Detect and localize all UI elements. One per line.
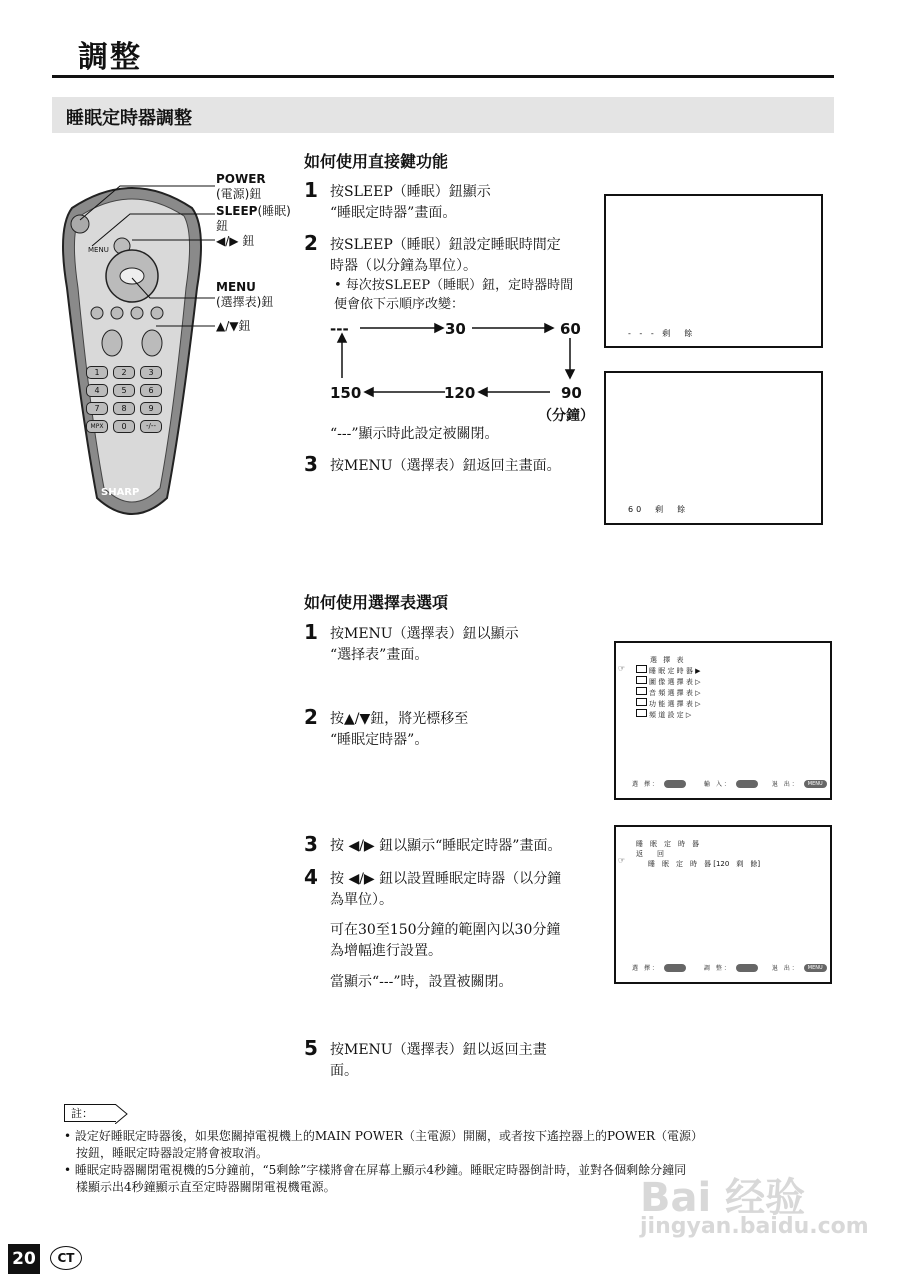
- menu-step-4-off-note: 當顯示“---”時，設置被關閉。: [330, 974, 513, 990]
- submenu-line-title: 睡 眠 定 時 器: [636, 840, 699, 848]
- direct-key-heading: 如何使用直接鍵功能: [304, 152, 449, 171]
- menu-item: 圖 像 選 擇 表 ▷: [636, 676, 701, 687]
- menu-method-heading: 如何使用選擇表選項: [304, 593, 449, 612]
- tv-screen-main-menu: [614, 641, 832, 800]
- menu-step-5-number: 5: [304, 1036, 318, 1060]
- direct-step-3-text: 按MENU（選擇表）鈕返回主畫面。: [330, 458, 561, 474]
- flow-value-120: 120: [444, 384, 476, 402]
- flow-value-60: 60: [560, 320, 581, 338]
- remote-menu-key: MENU: [88, 246, 109, 254]
- osd-remaining-60: 60 剩 餘: [628, 505, 689, 514]
- remote-label-left-right: ◀/▶ 鈕: [216, 234, 255, 248]
- menu-step-4-text: 按 ◀/▶ 鈕以設置睡眠定時器（以分鐘 為單位）。: [330, 871, 562, 908]
- off-note: “---”顯示時此設定被關閉。: [330, 426, 499, 442]
- remote-key: 6: [140, 384, 162, 397]
- flow-value-90: 90: [561, 384, 582, 402]
- menu-step-3-number: 3: [304, 832, 318, 856]
- flow-unit: （分鐘）: [538, 408, 594, 424]
- remote-key: 3: [140, 366, 162, 379]
- menu-item: 頻 道 設 定 ▷: [636, 709, 701, 720]
- remote-label-up-down: ▲/▼鈕: [216, 319, 251, 333]
- remote-key: 7: [86, 402, 108, 415]
- remote-key: 5: [113, 384, 135, 397]
- submenu-screen-footer: 選 擇 ： 調 整 ： 退 出 ： MENU: [632, 963, 827, 972]
- remote-label-menu: MENU (選擇表)鈕: [216, 280, 274, 309]
- page-title: 調整: [78, 40, 142, 75]
- remote-key: 1: [86, 366, 108, 379]
- menu-step-5-text: 按MENU（選擇表）鈕以返回主畫 面。: [330, 1042, 547, 1079]
- note-tag-arrow: [115, 1104, 129, 1124]
- remote-keypad: [86, 366, 166, 433]
- remote-key: 9: [140, 402, 162, 415]
- tv-screen-off: [604, 194, 823, 348]
- pointing-hand-icon: ☞: [618, 856, 626, 865]
- remote-brand-logo: SHARP: [101, 487, 140, 498]
- remote-leader-lines: [70, 170, 220, 340]
- submenu-line-return: 返 回: [636, 850, 664, 858]
- remote-key: MPX: [86, 420, 108, 433]
- remote-label-power: POWER (電源)鈕: [216, 172, 266, 201]
- menu-screen-footer: 選 擇 ： 輸 入 ： 退 出 ： MENU: [632, 779, 827, 788]
- tv-screen-60: [604, 371, 823, 525]
- menu-item: 睡 眠 定 時 器 ▶: [636, 665, 701, 676]
- remote-key: 8: [113, 402, 135, 415]
- section-title: 睡眠定時器調整: [66, 108, 192, 129]
- flow-value-off: ---: [330, 320, 349, 338]
- remote-key: 4: [86, 384, 108, 397]
- menu-step-4-number: 4: [304, 865, 318, 889]
- title-rule: [52, 75, 834, 78]
- remote-key: 0: [113, 420, 135, 433]
- note-body: • 設定好睡眠定時器後，如果您關掉電視機上的MAIN POWER（主電源）開關，或者按下遙控器上的POWER（電源） 按鈕，睡眠定時器設定將會被取消。 • 睡眠定時器關閉電視機的5分鐘前，“5剩餘”字樣將會在屏幕上顯示4秒鐘。睡眠定時器倒計時，並對各個剩餘分鐘同 樣顯示出4秒鐘顯示直至定時器關閉電視機電源。: [64, 1129, 703, 1194]
- menu-step-4-range-note: 可在30至150分鐘的範圍內以30分鐘 為增幅進行設置。: [330, 922, 561, 959]
- submenu-line-setting: 睡 眠 定 時 器 [120 剩 餘]: [648, 860, 761, 868]
- menu-item: 音 頻 選 擇 表 ▷: [636, 687, 701, 698]
- menu-item-list: [636, 665, 701, 720]
- direct-step-3-number: 3: [304, 452, 318, 476]
- flow-value-150: 150: [330, 384, 362, 402]
- menu-step-3-text: 按 ◀/▶ 鈕以顯示“睡眠定時器”畫面。: [330, 838, 562, 854]
- pointing-hand-icon: ☞: [618, 664, 626, 673]
- direct-step-1-number: 1: [304, 178, 318, 202]
- remote-key: 2: [113, 366, 135, 379]
- language-badge: CT: [50, 1246, 82, 1270]
- tv-screen-sleep-timer-menu: [614, 825, 832, 984]
- menu-step-1-text: 按MENU（選擇表）鈕以顯示 “選择表”畫面。: [330, 626, 519, 663]
- watermark-url: jingyan.baidu.com: [640, 1214, 869, 1239]
- menu-step-1-number: 1: [304, 620, 318, 644]
- menu-item: 功 能 選 擇 表 ▷: [636, 698, 701, 709]
- remote-key: -/--: [140, 420, 162, 433]
- menu-step-2-number: 2: [304, 705, 318, 729]
- direct-step-2-bullet: • 每次按SLEEP（睡眠）鈕，定時器時間 便會依下示順序改變：: [334, 278, 574, 312]
- page-number: 20: [8, 1244, 40, 1274]
- flow-value-30: 30: [445, 320, 466, 338]
- note-tag: 註：: [64, 1104, 116, 1122]
- direct-step-2-number: 2: [304, 231, 318, 255]
- remote-label-sleep: SLEEP(睡眠) 鈕: [216, 204, 291, 233]
- watermark-logo: Bai 经验: [640, 1175, 806, 1221]
- direct-step-2-text: 按SLEEP（睡眠）鈕設定睡眠時間定 時器（以分鐘為單位）。: [330, 237, 561, 274]
- direct-step-1-text: 按SLEEP（睡眠）鈕顯示 “睡眠定時器”畫面。: [330, 184, 491, 221]
- menu-step-2-text: 按▲/▼鈕，將光標移至 “睡眠定時器”。: [330, 711, 469, 748]
- menu-screen-title: 選 擇 表: [650, 656, 686, 664]
- osd-remaining-off: - - - 剩 餘: [628, 329, 696, 338]
